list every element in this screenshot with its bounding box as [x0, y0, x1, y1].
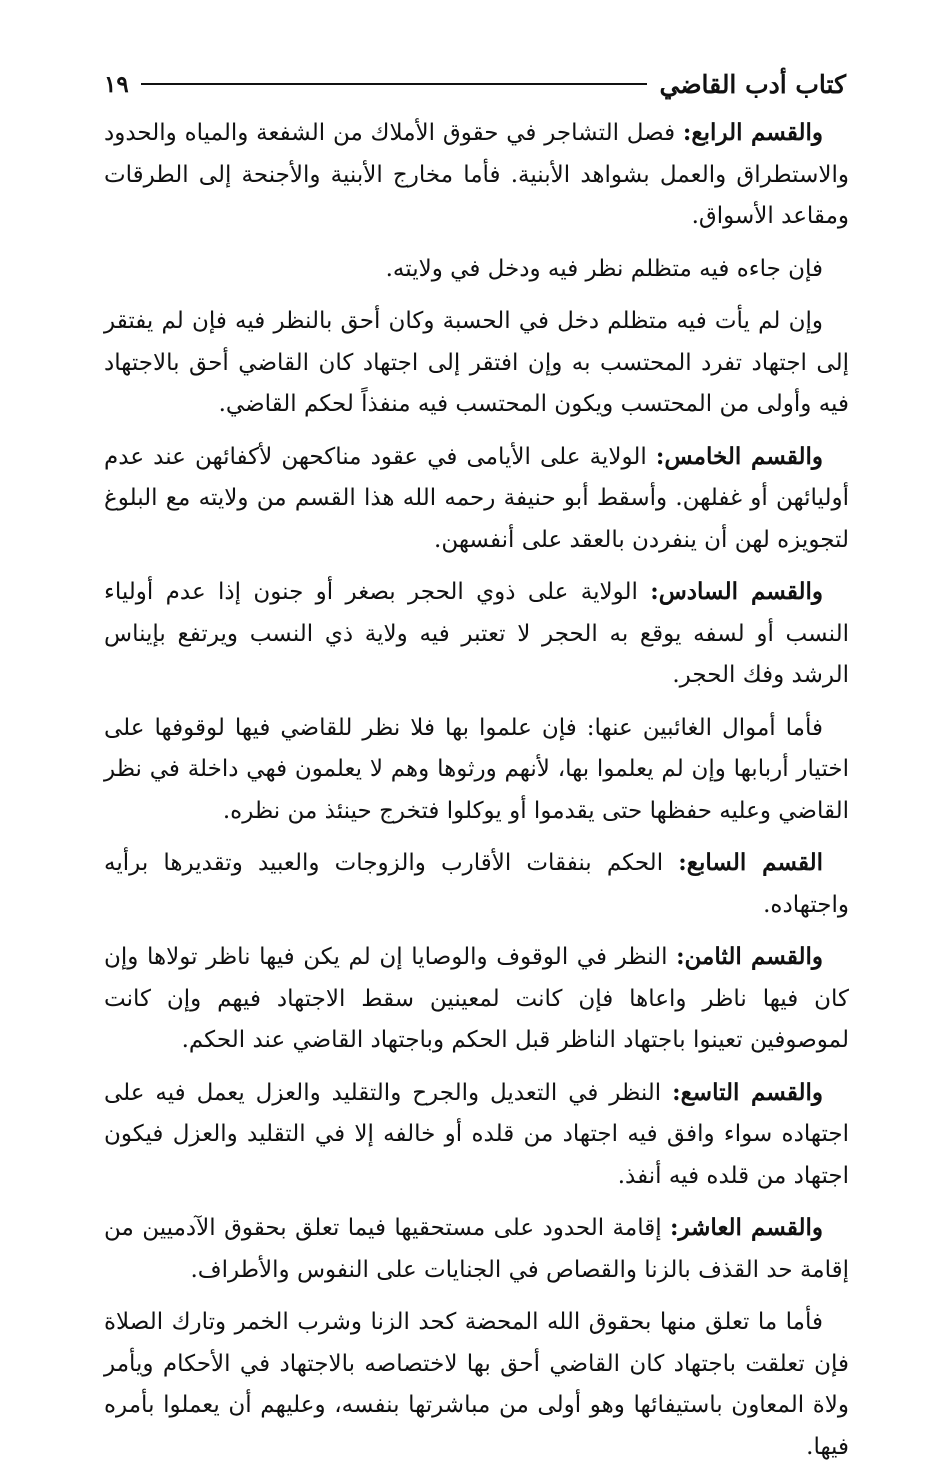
- paragraph: [104, 300, 849, 426]
- paragraph-text: النظر في التعديل والجرح والتقليد والعزل يعمل فيه على اجتهاده سواء وافق فيه اجتهاد من قلده أو خالفه إلا في التقليد والعزل فيكون اجتهاد من قلده فيه أنفذ.: [104, 1079, 849, 1189]
- paragraph: [104, 571, 849, 697]
- paragraph: [104, 707, 849, 833]
- paragraph: [104, 842, 849, 926]
- paragraph-text: الحكم بنفقات الأقارب والزوجات والعبيد وتقديرها برأيه واجتهاده.: [104, 850, 849, 918]
- paragraph: [104, 1072, 849, 1198]
- paragraph: [104, 1207, 849, 1291]
- paragraph: [104, 248, 849, 291]
- header-rule: [141, 83, 648, 85]
- paragraph-heading: والقسم الثامن:: [676, 943, 823, 970]
- page-number: ١٩: [104, 70, 129, 98]
- paragraph-text: النظر في الوقوف والوصايا إن لم يكن فيها ناظر تولاها وإن كان فيها ناظر واعاها فإن كانت لمعينين سقط الاجتهاد فيهم وإن كانت لموصوفين تعينوا باجتهاد الناظر قبل الحكم وباجتهاد القاضي عند الحكم.: [104, 944, 849, 1053]
- paragraph-heading: والقسم التاسع:: [672, 1078, 823, 1106]
- paragraph-text: وإن لم يأت فيه متظلم دخل في الحسبة وكان أحق بالنظر فيه فإن لم يفتقر إلى اجتهاد تفرد المحتسب به وإن افتقر إلى اجتهاد كان القاضي أحق بالاجتهاد فيه وأولى من المحتسب ويكون المحتسب فيه منفذاً لحكم القاضي.: [104, 308, 849, 417]
- paragraph-text: الولاية على الأيامى في عقود مناكحهن لأكفائهن عند عدم أوليائهن أو غفلهن. وأسقط أبو حنيفة رحمه الله هذا القسم من ولايته مع البلوغ لتجويزه لهن أن ينفردن بالعقد على أنفسهن.: [104, 443, 849, 553]
- paragraph-heading: والقسم الرابع:: [682, 119, 823, 146]
- paragraph-heading: والقسم السادس:: [650, 578, 823, 605]
- paragraph-text: الولاية على ذوي الحجر بصغر أو جنون إذا عدم أولياء النسب أو لسفه يوقع به الحجر لا تعتبر فيه ولاية ذي النسب ويرتفع بإيناس الرشد وفك الحجر.: [104, 579, 849, 688]
- paragraph: [104, 112, 849, 238]
- paragraph-text: فصل التشاجر في حقوق الأملاك من الشفعة والمياه والحدود والاستطراق والعمل بشواهد الأبنية. فأما مخارج الأبنية والأجنحة إلى الطرقات ومقاعد الأسواق.: [104, 120, 849, 229]
- paragraph-text: فأما أموال الغائبين عنها: فإن علموا بها فلا نظر للقاضي فيها لوقوفها على اختيار أربابها وإن لم يعلموا بها، لأنهم ورثوها وهم لا يعلمون فهي داخلة في نظر القاضي وعليه حفظها حتى يقدموا أو يوكلوا فتخرج حينئذ من نظره.: [104, 714, 849, 824]
- paragraph-text: فإن جاءه فيه متظلم نظر فيه ودخل في ولايته.: [385, 255, 823, 282]
- paragraph-text: فأما ما تعلق منها بحقوق الله المحضة كحد الزنا وشرب الخمر وتارك الصلاة فإن تعلقت باجتهاد كان القاضي أحق بها لاختصاصه بالاجتهاد في الأحكام ويأمر ولاة المعاون باستيفائها وهو أولى من مباشرتها بنفسه، وعليهم أن يعملوا بأمره فيها.: [104, 1309, 849, 1460]
- paragraph: [104, 436, 849, 562]
- book-title: كتاب أدب القاضي: [659, 69, 846, 99]
- page-body: [104, 112, 849, 1478]
- paragraph-heading: والقسم الخامس:: [655, 442, 823, 470]
- running-header: [104, 64, 846, 104]
- paragraph-heading: القسم السابع:: [678, 849, 823, 876]
- paragraph-text: إقامة الحدود على مستحقيها فيما تعلق بحقوق الآدميين من إقامة حد القذف بالزنا والقصاص في الجنايات على النفوس والأطراف.: [104, 1215, 849, 1283]
- paragraph-heading: والقسم العاشر:: [669, 1214, 823, 1241]
- paragraph: [104, 936, 849, 1062]
- paragraph: [104, 1301, 849, 1468]
